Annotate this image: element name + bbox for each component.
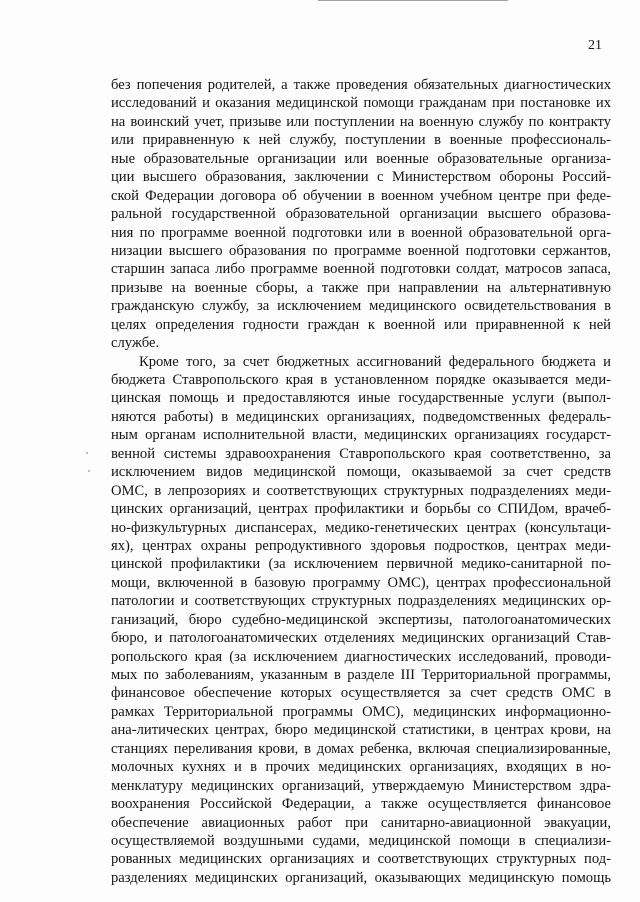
text-line: или приравненную к ней службу, поступлении в военные профессиональ-	[111, 132, 611, 149]
text-line: венной системы здравоохранения Ставропольского края соответственно, за	[111, 445, 611, 462]
text-line: ОМС, в лепрозориях и соответствующих структурных подразделениях меди-	[111, 482, 611, 499]
text-line: бюро, и патологоанатомических отделениях медицинских организаций Став-	[111, 630, 611, 647]
text-line: исключением видов медицинской помощи, оказываемой за счет средств	[111, 464, 611, 481]
text-line: обеспечение авиационных работ при санитарно-авиационной эвакуации,	[111, 814, 611, 831]
text-line: ния по программе военной подготовки или в военной образовательной орга-	[111, 224, 611, 241]
text-line: няются работы) в медицинских организациях, подведомственных федераль-	[111, 408, 611, 425]
text-line: воохранения Российской Федерации, а также осуществляется финансовое	[111, 796, 611, 813]
scan-speck	[88, 470, 90, 472]
text-line: без попечения родителей, а также проведения обязательных диагностических	[111, 77, 611, 93]
text-line: цинских организаций, центрах профилактики и борьбы со СПИДом, врачеб-	[111, 501, 611, 518]
page-number: 21	[588, 38, 602, 53]
text-line: ской Федерации договора об обучении в военном учебном центре при феде-	[111, 187, 611, 204]
text-line: финансовое обеспечение которых осуществляется за счет средств ОМС в	[111, 685, 611, 702]
text-line: на воинский учет, призыве или поступлении на военную службу по контракту	[111, 113, 611, 130]
text-line: цинская помощь и предоставляются иные государственные услуги (выпол-	[111, 390, 611, 407]
document-body	[111, 76, 611, 887]
text-line: но-физкультурных диспансерах, медико-генетических центрах (консультаци-	[111, 519, 611, 536]
text-line: ральной государственной образовательной организации высшего образова-	[111, 206, 611, 223]
text-line: гражданскую службу, за исключением медицинского освидетельствования в	[111, 298, 611, 315]
text-line: цинской профилактики (за исключением первичной медико-санитарной по-	[111, 556, 611, 573]
text-line: молочных кухнях и в прочих медицинских организациях, входящих в но-	[111, 759, 611, 776]
text-line: ропольского края (за исключением диагностических исследований, проводи-	[111, 648, 611, 665]
text-line: ные образовательные организации или военные образовательные организа-	[111, 150, 611, 167]
text-line: рамках Территориальной программы ОМС), медицинских информационно-	[111, 703, 611, 720]
text-line: ганизаций, бюро судебно-медицинской экспертизы, патологоанатомических	[111, 611, 611, 628]
text-line: мых по заболеваниям, указанным в разделе III Территориальной программы,	[111, 667, 611, 683]
text-line: менклатуру медицинских организаций, утверждаемую Министерством здра-	[111, 777, 611, 794]
scan-speck	[86, 452, 88, 454]
text-line: низации высшего образования по программе военной подготовки сержантов,	[111, 242, 611, 259]
text-line: ции высшего образования, заключении с Министерством обороны Россий-	[111, 169, 611, 186]
text-line: призыве на военные сборы, а также при направлении на альтернативную	[111, 279, 611, 296]
text-line: бюджета Ставропольского края в установленном порядке оказывается меди-	[111, 372, 611, 388]
text-line: ана-литических центрах, бюро медицинской статистики, в центрах крови, на	[111, 722, 611, 739]
text-line: разделениях медицинских организаций, оказывающих медицинскую помощь	[111, 869, 611, 886]
text-line: старшин запаса либо программе военной подготовки солдат, матросов запаса,	[111, 261, 611, 278]
text-line: мощи, включенной в базовую программу ОМС), центрах профессиональной	[111, 574, 611, 591]
text-line: станциях переливания крови, в домах ребенка, включая специализированные,	[111, 740, 611, 757]
scan-artifact-line	[318, 0, 508, 1]
text-line: исследований и оказания медицинской помощи гражданам при постановке их	[111, 95, 611, 112]
text-line: ях), центрах охраны репродуктивного здоровья подростков, центрах меди-	[111, 537, 611, 554]
text-line: патологии и соответствующих структурных подразделениях медицинских ор-	[111, 593, 611, 610]
text-line: целях определения годности граждан к военной или приравненной к ней	[111, 316, 611, 333]
text-line: рованных медицинских организациях и соответствующих структурных под-	[111, 851, 611, 868]
text-line: осуществляемой воздушными судами, медицинской помощи в специализи-	[111, 832, 611, 849]
text-line-paragraph-end: службе.	[111, 335, 160, 352]
text-line: ным органам исполнительной власти, медицинских организациях государст-	[111, 427, 611, 444]
text-line-paragraph-start: Кроме того, за счет бюджетных ассигнований федерального бюджета и	[139, 353, 611, 370]
